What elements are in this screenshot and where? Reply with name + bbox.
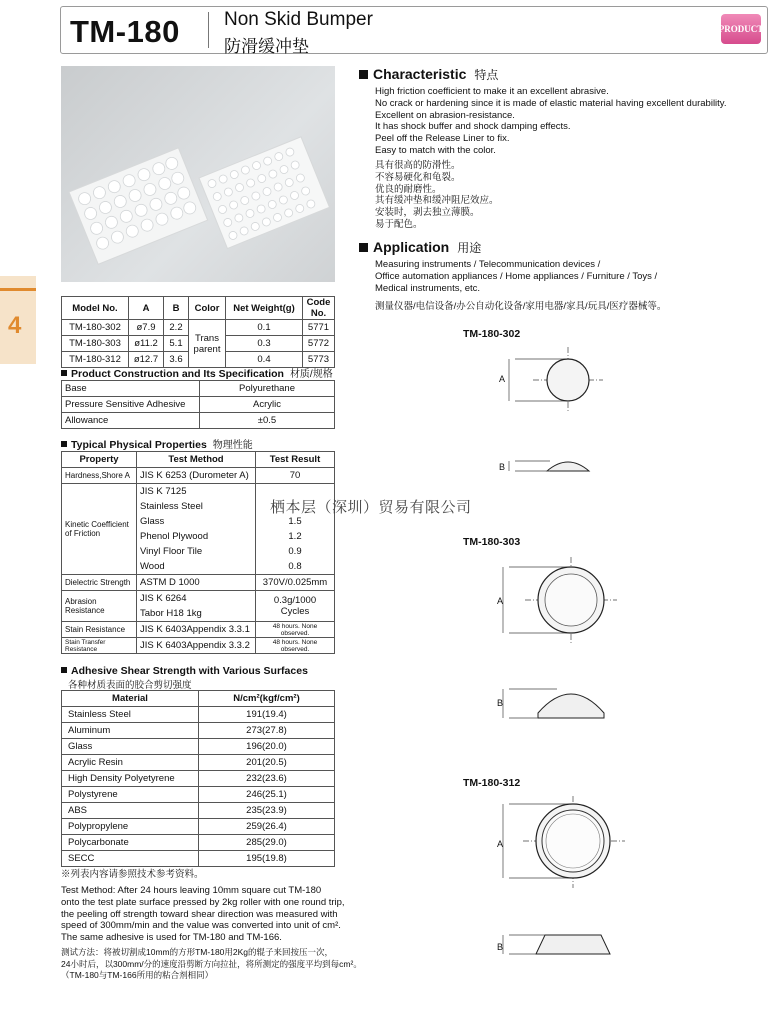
- test-method-cn-line: （TM-180与TM-166所用的粘合剂相同）: [61, 970, 214, 980]
- cell-property: Stain Resistance: [62, 622, 137, 638]
- abrasion-method-2: Tabor H18 1kg: [140, 608, 202, 619]
- application-line: Medical instruments, etc.: [375, 282, 481, 294]
- cell-method: Glass: [137, 514, 256, 529]
- cell-code: 5771: [303, 320, 335, 336]
- cell-value: 232(23.6): [199, 771, 335, 787]
- table-row: [62, 755, 335, 771]
- company-watermark: 栖本层（深圳）贸易有限公司: [270, 499, 472, 516]
- col-material: Material: [62, 691, 199, 707]
- application-title-cn: 用途: [457, 241, 482, 255]
- physical-title: Typical Physical Properties: [71, 439, 207, 451]
- characteristic-line: Excellent on abrasion-resistance.: [375, 109, 515, 121]
- cell-weight: 0.3: [226, 336, 303, 352]
- cell-result: 1.5: [256, 514, 335, 529]
- col-model: Model No.: [62, 297, 129, 320]
- table-row: [62, 468, 335, 484]
- adhesive-title-cn: 各种材质表面的胶合剪切强度: [68, 680, 192, 691]
- test-method-line: onto the test plate surface pressed by 2kg roller with one round trip,: [61, 896, 345, 908]
- cell-code: 5773: [303, 352, 335, 368]
- construction-heading: [61, 365, 333, 380]
- cell-method: JIS K 6403Appendix 3.3.1: [137, 622, 256, 638]
- model-title: TM-180: [70, 14, 180, 49]
- table-row: [62, 575, 335, 591]
- cell-value: Polyurethane: [200, 381, 335, 397]
- table-row: [62, 638, 335, 654]
- cell-weight: 0.4: [226, 352, 303, 368]
- table-row: [62, 739, 335, 755]
- product-title-cn: 防滑缓冲垫: [224, 37, 309, 56]
- cell-method: JIS K 7125: [137, 484, 256, 500]
- cell-result: 0.9: [256, 544, 335, 559]
- dim-b-label: B: [497, 942, 504, 952]
- bullet-square-icon: [359, 243, 368, 252]
- chapter-number: 4: [8, 312, 22, 339]
- diagram-303: [495, 555, 625, 745]
- physical-title-cn: 物理性能: [212, 440, 253, 451]
- application-line: Office automation appliances / Home appliances / Furniture / Toys /: [375, 270, 658, 282]
- characteristic-cn-line: 易于配色。: [375, 218, 423, 230]
- table-row: [62, 622, 335, 638]
- characteristic-cn-line: 其有缓冲垫和缓冲阻尼效应。: [375, 195, 499, 207]
- cell-result: 0.8: [256, 559, 335, 575]
- cell-property: Hardness,Shore A: [62, 468, 137, 484]
- characteristic-en: [375, 86, 755, 157]
- physical-heading: [61, 436, 253, 451]
- characteristic-cn-line: 优良的耐磨性。: [375, 183, 442, 195]
- application-title: Application: [373, 239, 450, 255]
- cell-color: Trans parent: [189, 320, 226, 368]
- cell-result: 370V/0.025mm: [256, 575, 335, 591]
- cell-label: Pressure Sensitive Adhesive: [62, 397, 200, 413]
- table-row: [62, 320, 335, 336]
- cell-a: ø7.9: [129, 320, 164, 336]
- cell-result: 48 hours. None observed.: [256, 638, 335, 654]
- test-method-line: speed of 300mm/min and the value was converted into unit of cm².: [61, 920, 341, 932]
- cell-material: Aluminum: [62, 723, 199, 739]
- adhesive-title: Adhesive Shear Strength with Various Surfaces: [71, 665, 308, 677]
- table-row: [62, 835, 335, 851]
- product-title-en: Non Skid Bumper: [224, 9, 373, 30]
- cell-b: 3.6: [164, 352, 189, 368]
- cell-label: Allowance: [62, 413, 200, 429]
- cell-method: ASTM D 1000: [137, 575, 256, 591]
- test-method-cn: [61, 947, 401, 982]
- reference-note: ※列表内容请参照技术参考资料。: [61, 869, 204, 880]
- table-row: [62, 723, 335, 739]
- characteristic-cn-line: 具有很高的防滑性。: [375, 160, 461, 171]
- cell-material: Polystyrene: [62, 787, 199, 803]
- test-method-line: The same adhesive is used for TM-180 and TM-166.: [61, 932, 282, 944]
- characteristic-line: It has shock buffer and shock damping effects.: [375, 121, 571, 133]
- table-row: [62, 771, 335, 787]
- adhesive-heading: [61, 665, 308, 677]
- characteristic-line: No crack or hardening since it is made of elastic material having excellent durability.: [375, 97, 727, 109]
- cell-model: TM-180-303: [62, 336, 129, 352]
- chapter-tab-bar: [0, 288, 36, 291]
- cell-property: Abrasion Resistance: [62, 591, 137, 622]
- table-header-row: [62, 452, 335, 468]
- cell-value: 191(19.4): [199, 707, 335, 723]
- cell-material: High Density Polyetyrene: [62, 771, 199, 787]
- col-strength: N/cm²(kgf/cm²): [199, 691, 335, 707]
- application-line: Measuring instruments / Telecommunication devices /: [375, 259, 601, 270]
- application-cn: 测量仪器/电信设备/办公自动化设备/家用电器/家具/玩具/医疗器械等。: [375, 301, 667, 312]
- cell-result: 48 hours. None observed.: [256, 622, 335, 638]
- application-en: [375, 259, 755, 294]
- cell-value: 246(25.1): [199, 787, 335, 803]
- dim-a-label: A: [499, 374, 506, 384]
- diagram-312-label: TM-180-312: [463, 777, 521, 789]
- table-row: [62, 787, 335, 803]
- cell-material: SECC: [62, 851, 199, 867]
- cell-property: Kinetic Coefficient of Friction: [62, 484, 137, 575]
- table-row: [62, 413, 335, 429]
- cell-method: [137, 591, 256, 622]
- characteristic-cn: [375, 160, 675, 231]
- diagram-303-label: TM-180-303: [463, 536, 521, 548]
- cell-result: 70: [256, 468, 335, 484]
- cell-value: 235(23.9): [199, 803, 335, 819]
- cell-property: Dielectric Strength: [62, 575, 137, 591]
- table-row: [62, 803, 335, 819]
- dim-a-label: A: [497, 596, 504, 606]
- cell-value: 201(20.5): [199, 755, 335, 771]
- cell-value: 285(29.0): [199, 835, 335, 851]
- diagram-312: [495, 796, 635, 976]
- product-photo: [61, 66, 335, 282]
- header-divider: [208, 12, 209, 48]
- construction-title: Product Construction and Its Specification: [71, 368, 284, 380]
- test-method-line: Test Method: After 24 hours leaving 10mm square cut TM-180: [61, 885, 322, 896]
- cell-b: 5.1: [164, 336, 189, 352]
- application-heading: [359, 239, 481, 256]
- col-test-method: Test Method: [137, 452, 256, 468]
- cell-value: 195(19.8): [199, 851, 335, 867]
- dim-a-label: A: [497, 839, 504, 849]
- col-weight: Net Weight(g): [226, 297, 303, 320]
- table-row: [62, 851, 335, 867]
- cell-property: Stain Transfer Resistance: [62, 638, 137, 654]
- diagram-302-label: TM-180-302: [463, 328, 521, 340]
- diagram-302: [495, 345, 615, 485]
- cell-method: Vinyl Floor Tile: [137, 544, 256, 559]
- construction-table: [61, 380, 335, 429]
- cell-code: 5772: [303, 336, 335, 352]
- cell-a: ø11.2: [129, 336, 164, 352]
- cell-model: TM-180-302: [62, 320, 129, 336]
- characteristic-line: Peel off the Release Liner to fix.: [375, 133, 510, 145]
- test-method-line: the peeling off strength toward shear direction was measured with: [61, 908, 338, 920]
- col-property: Property: [62, 452, 137, 468]
- table-row: [62, 381, 335, 397]
- bumper-sheets-image: [61, 66, 335, 282]
- cell-method: Phenol Plywood: [137, 529, 256, 544]
- cell-b: 2.2: [164, 320, 189, 336]
- cell-material: Acrylic Resin: [62, 755, 199, 771]
- col-color: Color: [189, 297, 226, 320]
- model-table: [61, 296, 335, 368]
- construction-title-cn: 材质/规格: [289, 369, 333, 380]
- cell-label: Base: [62, 381, 200, 397]
- table-row: [62, 707, 335, 723]
- cell-value: Acrylic: [200, 397, 335, 413]
- cell-value: 273(27.8): [199, 723, 335, 739]
- cell-method: Stainless Steel: [137, 499, 256, 514]
- characteristic-title-cn: 特点: [474, 68, 499, 82]
- cell-method: Wood: [137, 559, 256, 575]
- cell-method: JIS K 6253 (Durometer A): [137, 468, 256, 484]
- characteristic-cn-line: 安装时，剥去独立薄膜。: [375, 207, 480, 219]
- cell-result: 1.2: [256, 529, 335, 544]
- table-row: [62, 819, 335, 835]
- cell-material: ABS: [62, 803, 199, 819]
- dim-b-label: B: [497, 698, 504, 708]
- bullet-square-icon: [359, 70, 368, 79]
- cell-material: Polycarbonate: [62, 835, 199, 851]
- table-row: [62, 397, 335, 413]
- table-header-row: [62, 297, 335, 320]
- adhesive-table: [61, 690, 335, 867]
- cell-material: Glass: [62, 739, 199, 755]
- test-method-en: [61, 885, 361, 944]
- cell-method: JIS K 6403Appendix 3.3.2: [137, 638, 256, 654]
- product-badge: PRODUCT: [721, 14, 761, 44]
- characteristic-heading: [359, 66, 498, 83]
- test-method-cn-line: 24小时后，以300mm/分的速度沿剪断方向拉扯，将所测定的强度平均到每cm²。: [61, 958, 362, 969]
- col-b: B: [164, 297, 189, 320]
- cell-a: ø12.7: [129, 352, 164, 368]
- cell-material: Polypropylene: [62, 819, 199, 835]
- cell-result: 0.3g/1000 Cycles: [256, 591, 335, 622]
- cell-model: TM-180-312: [62, 352, 129, 368]
- characteristic-cn-line: 不容易硬化和龟裂。: [375, 171, 461, 183]
- cell-value: 196(20.0): [199, 739, 335, 755]
- characteristic-title: Characteristic: [373, 66, 467, 82]
- table-row: [62, 591, 335, 622]
- col-a: A: [129, 297, 164, 320]
- abrasion-method-1: JIS K 6264: [140, 593, 187, 604]
- col-code: Code No.: [303, 297, 335, 320]
- characteristic-line: High friction coefficient to make it an excellent abrasive.: [375, 86, 609, 97]
- bullet-square-icon: [61, 441, 67, 447]
- physical-table: [61, 451, 335, 654]
- test-method-cn-line: 测试方法：将被切割成10mm的方形TM-180用2Kg的辊子来回按压一次，: [61, 947, 334, 957]
- bullet-square-icon: [61, 667, 67, 673]
- cell-value: ±0.5: [200, 413, 335, 429]
- col-test-result: Test Result: [256, 452, 335, 468]
- cell-value: 259(26.4): [199, 819, 335, 835]
- characteristic-line: Easy to match with the color.: [375, 144, 496, 156]
- table-header-row: [62, 691, 335, 707]
- bullet-square-icon: [61, 370, 67, 376]
- cell-weight: 0.1: [226, 320, 303, 336]
- cell-material: Stainless Steel: [62, 707, 199, 723]
- dim-b-label: B: [499, 462, 506, 472]
